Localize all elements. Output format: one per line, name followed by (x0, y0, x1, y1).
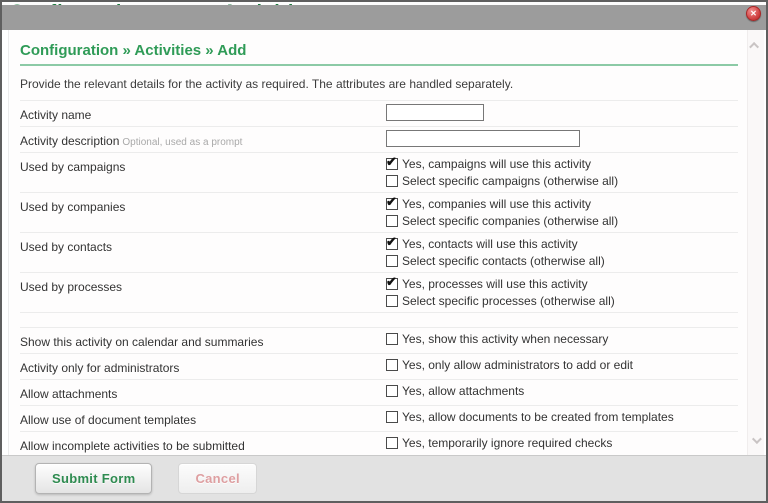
form-row (20, 380, 738, 406)
form-row (20, 354, 738, 380)
close-icon[interactable]: ✕ (746, 6, 761, 21)
modal-footer (2, 455, 766, 501)
checkbox-label: Yes, show this activity when necessary (402, 332, 609, 346)
checkbox-label: Select specific contacts (otherwise all) (402, 254, 605, 268)
cancel-button[interactable]: Cancel (178, 463, 256, 494)
row-label: Activity only for administrators (20, 361, 180, 375)
checkbox-label: Select specific companies (otherwise all) (402, 214, 619, 228)
row-label: Allow use of document templates (20, 413, 197, 427)
form-row (20, 233, 738, 273)
form-row (20, 406, 738, 432)
checkbox-label: Select specific processes (otherwise all) (402, 294, 615, 308)
checkbox-label: Select specific campaigns (otherwise all) (402, 174, 619, 188)
text-field[interactable] (386, 104, 484, 121)
form-row (20, 127, 738, 153)
checkbox[interactable] (386, 158, 398, 170)
row-label: Activity description Optional, used as a prompt (20, 134, 243, 148)
checkbox[interactable] (386, 238, 398, 250)
checkbox[interactable] (386, 255, 398, 267)
checkbox[interactable] (386, 359, 398, 371)
title-underline (20, 64, 738, 66)
checkbox[interactable] (386, 215, 398, 227)
row-label: Show this activity on calendar and summaries (20, 335, 264, 349)
row-label: Used by companies (20, 200, 126, 214)
form-row (20, 313, 738, 328)
scroll-up-icon[interactable] (752, 42, 760, 50)
text-field[interactable] (386, 130, 580, 147)
modal-description: Provide the relevant details for the activity as required. The attributes are handled separately. (20, 77, 514, 91)
submit-form-button[interactable]: Submit Form (35, 463, 152, 494)
checkbox[interactable] (386, 198, 398, 210)
checkbox[interactable] (386, 333, 398, 345)
scrollbar[interactable] (747, 30, 764, 455)
checkbox-label: Yes, only allow administrators to add or edit (402, 358, 634, 372)
row-label: Allow incomplete activities to be submitted (20, 439, 245, 453)
checkbox[interactable] (386, 278, 398, 290)
checkbox-label: Yes, allow documents to be created from templates (402, 410, 674, 424)
row-label: Used by contacts (20, 240, 113, 254)
row-label: Used by processes (20, 280, 123, 294)
checkbox-label: Yes, contacts will use this activity (402, 237, 578, 251)
row-label: Used by campaigns (20, 160, 126, 174)
checkbox-label: Yes, companies will use this activity (402, 197, 591, 211)
form-row (20, 101, 738, 127)
checkbox-label: Yes, campaigns will use this activity (402, 157, 591, 171)
checkbox[interactable] (386, 411, 398, 423)
checkbox-label: Yes, temporarily ignore required checks (402, 436, 613, 450)
form-row (20, 193, 738, 233)
modal-body (8, 30, 764, 455)
row-label: Activity name (20, 108, 92, 122)
row-label: Allow attachments (20, 387, 118, 401)
scroll-down-icon[interactable] (752, 437, 760, 445)
checkbox-label: Yes, allow attachments (402, 384, 525, 398)
checkbox[interactable] (386, 175, 398, 187)
form-row (20, 328, 738, 354)
checkbox[interactable] (386, 437, 398, 449)
page-title: Configuration » Activities » Add (20, 42, 247, 59)
form-row (20, 153, 738, 193)
row-label-note: Optional, used as a prompt (122, 137, 243, 148)
checkbox[interactable] (386, 295, 398, 307)
form-rows (20, 100, 738, 458)
checkbox[interactable] (386, 385, 398, 397)
modal-overlay (2, 5, 766, 30)
checkbox-label: Yes, processes will use this activity (402, 277, 588, 291)
form-row (20, 273, 738, 313)
